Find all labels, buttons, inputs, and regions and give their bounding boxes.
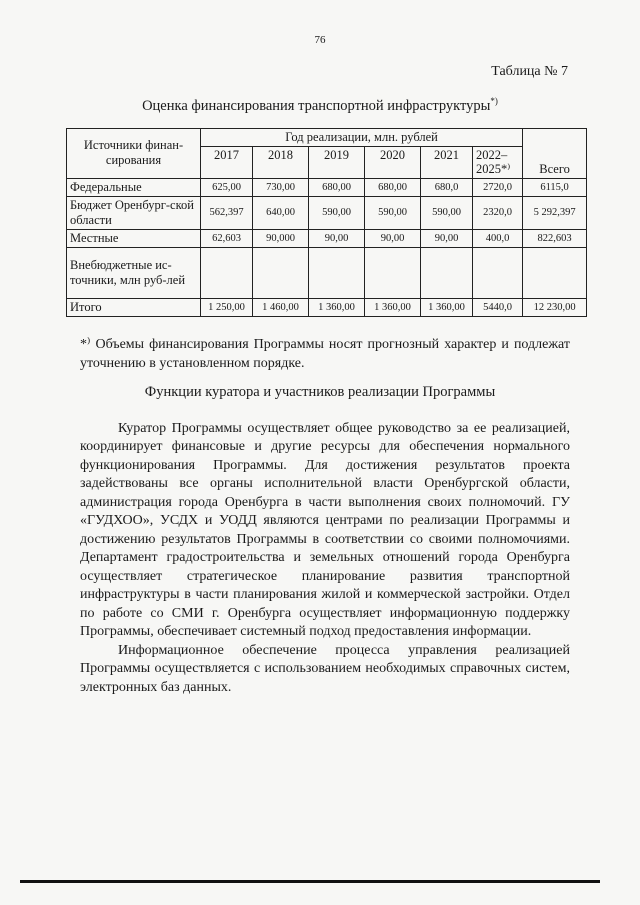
footnote: *⁾ Объемы финансирования Программы носят прогнозный характер и подлежат уточнению в установленном порядке.: [80, 337, 570, 371]
source-cell: Федеральные: [67, 178, 201, 196]
value-cell: 90,00: [421, 229, 473, 247]
value-cell: 680,00: [365, 178, 421, 196]
section-title: Функции куратора и участников реализации Программы: [144, 384, 496, 400]
value-cell: [365, 247, 421, 298]
value-cell: 1 460,00: [253, 298, 309, 316]
table-label: Таблица № 7: [491, 64, 568, 79]
year-header: 2020: [365, 147, 421, 179]
value-cell: 590,00: [309, 196, 365, 229]
value-cell: 1 360,00: [365, 298, 421, 316]
table-row: [67, 298, 587, 316]
total-cell: 12 230,00: [523, 298, 587, 316]
value-cell: 640,00: [253, 196, 309, 229]
value-cell: 400,0: [473, 229, 523, 247]
total-cell: [523, 247, 587, 298]
value-cell: 62,603: [201, 229, 253, 247]
value-cell: [253, 247, 309, 298]
value-cell: 680,0: [421, 178, 473, 196]
source-cell: Местные: [67, 229, 201, 247]
table-row: [67, 229, 587, 247]
table-row: [67, 247, 587, 298]
table-row: [67, 196, 587, 229]
table-title: [0, 96, 640, 115]
value-cell: 730,00: [253, 178, 309, 196]
table-title-footnote-mark: *): [490, 96, 498, 106]
table-row: [67, 178, 587, 196]
source-cell: Бюджет Оренбург-ской области: [67, 196, 201, 229]
value-cell: 625,00: [201, 178, 253, 196]
source-cell: Внебюджетные ис-точники, млн руб-лей: [67, 247, 201, 298]
paragraph: Куратор Программы осуществляет общее руководство за ее реализацией, координирует финансовые и другие ресурсы для обеспечения нормального функционирования Программы. Для достижения результатов проекта задействованы все органы исполнительной власти Оренбургской области, администрация города Оренбурга в части выполнения своих полномочий. ГУ «ГУДХОО», УСДХ и УОДД являются центрами по реализации Программы и достижению результатов Программы в соответствии со своими полномочиями. Департамент градостроительства и земельных отношений города Оренбурга осуществляет стратегическое планирование развития транспортной инфраструктуры в части планирования жилой и коммерческой застройки. Отдел по работе со СМИ г. Оренбурга осуществляет информационную поддержку Программы, обеспечивает системный подход предоставления информации.: [80, 421, 570, 640]
financing-table: [66, 128, 587, 317]
value-cell: 680,00: [309, 178, 365, 196]
value-cell: 590,00: [365, 196, 421, 229]
year-header: 2022–2025*⁾: [473, 147, 523, 179]
total-cell: 6115,0: [523, 178, 587, 196]
value-cell: 1 360,00: [421, 298, 473, 316]
source-column-header: Источники финан-сирования: [67, 129, 201, 179]
value-cell: 90,00: [365, 229, 421, 247]
value-cell: 590,00: [421, 196, 473, 229]
value-cell: 5440,0: [473, 298, 523, 316]
year-header: 2017: [201, 147, 253, 179]
year-header: 2021: [421, 147, 473, 179]
value-cell: 2720,0: [473, 178, 523, 196]
value-cell: 90,00: [309, 229, 365, 247]
year-header: 2018: [253, 147, 309, 179]
value-cell: 562,397: [201, 196, 253, 229]
year-group-header: Год реализации, млн. рублей: [201, 129, 523, 147]
bottom-rule: [20, 880, 600, 883]
year-header: 2019: [309, 147, 365, 179]
value-cell: [473, 247, 523, 298]
source-cell: Итого: [67, 298, 201, 316]
total-cell: 5 292,397: [523, 196, 587, 229]
page-number: 76: [314, 34, 326, 46]
value-cell: 90,000: [253, 229, 309, 247]
value-cell: [421, 247, 473, 298]
value-cell: [309, 247, 365, 298]
value-cell: [201, 247, 253, 298]
table-title-text: Оценка финансирования транспортной инфраструктуры: [142, 97, 491, 114]
value-cell: 1 250,00: [201, 298, 253, 316]
total-cell: 822,603: [523, 229, 587, 247]
total-column-header: Всего: [523, 129, 587, 179]
value-cell: 2320,0: [473, 196, 523, 229]
table-header-row-1: [67, 129, 587, 147]
paragraph: Информационное обеспечение процесса управления реализацией Программы осуществляется с использованием необходимых справочных систем, электронных баз данных.: [80, 642, 570, 695]
body-text: [80, 420, 570, 697]
value-cell: 1 360,00: [309, 298, 365, 316]
